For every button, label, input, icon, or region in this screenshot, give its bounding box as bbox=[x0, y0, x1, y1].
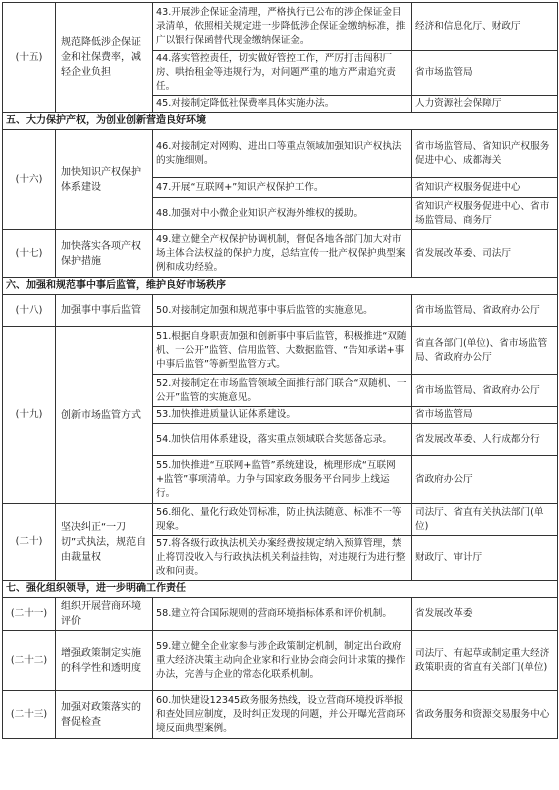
section-row bbox=[3, 278, 558, 295]
task-item: 59.建立健全企业家参与涉企政策制定机制，制定出台政府重大经济决策主动向企业家和行业协会商会问计求策的操作办法，完善与企业的常态化联系机制。 bbox=[153, 631, 412, 691]
responsible-dept: 省市场监管局、省政府办公厅 bbox=[412, 375, 558, 407]
task-item: 55.加快推进“互联网+监管”系统建设，梳理形成“互联网+监管”事项清单。力争与国家政务服务平台同步上线运行。 bbox=[153, 456, 412, 504]
table-row bbox=[3, 327, 558, 375]
responsible-dept: 省发展改革委、人行成都分行 bbox=[412, 424, 558, 456]
responsible-dept: 省政府办公厅 bbox=[412, 456, 558, 504]
section-row bbox=[3, 113, 558, 130]
group-number: (二十) bbox=[3, 504, 56, 581]
group-category: 加强事中事后监管 bbox=[56, 295, 153, 327]
group-number: (十五) bbox=[3, 3, 56, 113]
table-row bbox=[3, 631, 558, 691]
task-item: 46.对接制定对网购、进出口等重点领域加强知识产权执法的实施细则。 bbox=[153, 130, 412, 178]
group-category: 组织开展营商环境评价 bbox=[56, 598, 153, 631]
responsible-dept: 省政务服务和资源交易服务中心 bbox=[412, 691, 558, 739]
section-row bbox=[3, 581, 558, 598]
table-row bbox=[3, 504, 558, 536]
policy-table-body bbox=[3, 3, 558, 739]
task-item: 54.加快信用体系建设，落实重点领域联合奖惩备忘录。 bbox=[153, 424, 412, 456]
responsible-dept: 省知识产权服务促进中心、省市场监管局、商务厅 bbox=[412, 198, 558, 230]
task-item: 51.根据自身职责加强和创新事中事后监管，积极推进“双随机、一公开”监管、信用监管、大数据监管、“告知承诺+事中事后监管”等新型监管方式。 bbox=[153, 327, 412, 375]
responsible-dept: 省直各部门(单位)、省市场监管局、省政府办公厅 bbox=[412, 327, 558, 375]
policy-table bbox=[2, 2, 558, 739]
task-item: 60.加快建设12345政务服务热线，设立营商环境投诉举报和查处回应制度，及时纠正发现的问题，并公开曝光营商环境反面典型案例。 bbox=[153, 691, 412, 739]
section-heading: 六、加强和规范事中事后监管，维护良好市场秩序 bbox=[3, 278, 558, 295]
group-category: 增强政策制定实施的科学性和透明度 bbox=[56, 631, 153, 691]
task-item: 56.细化、量化行政处罚标准，防止执法随意、标准不一等现象。 bbox=[153, 504, 412, 536]
group-category: 加强对政策落实的督促检查 bbox=[56, 691, 153, 739]
responsible-dept: 省市场监管局 bbox=[412, 51, 558, 96]
task-item: 58.建立符合国际规则的营商环境指标体系和评价机制。 bbox=[153, 598, 412, 631]
task-item: 44.落实管控责任，切实做好管控工作，严厉打击闯积厂房、哄抬租金等违规行为，对问题严重的地方严肃追究责任。 bbox=[153, 51, 412, 96]
responsible-dept: 财政厅、审计厅 bbox=[412, 536, 558, 581]
table-row bbox=[3, 598, 558, 631]
group-category: 规范降低涉企保证金和社保费率，减轻企业负担 bbox=[56, 3, 153, 113]
section-heading: 五、大力保护产权，为创业创新营造良好环境 bbox=[3, 113, 558, 130]
group-category: 加快落实各项产权保护措施 bbox=[56, 230, 153, 278]
group-number: (十六) bbox=[3, 130, 56, 230]
table-row bbox=[3, 295, 558, 327]
group-number: (二十二) bbox=[3, 631, 56, 691]
task-item: 53.加快推进质量认证体系建设。 bbox=[153, 407, 412, 424]
task-item: 57.将各级行政执法机关办案经费按规定纳入预算管理，禁止将罚没收入与行政执法机关利益挂钩，对违规行为进行整改和问责。 bbox=[153, 536, 412, 581]
table-row bbox=[3, 3, 558, 51]
task-item: 50.对接制定加强和规范事中事后监管的实施意见。 bbox=[153, 295, 412, 327]
table-row bbox=[3, 130, 558, 178]
group-number: (十八) bbox=[3, 295, 56, 327]
task-item: 48.加强对中小微企业知识产权海外维权的援助。 bbox=[153, 198, 412, 230]
group-category: 加快知识产权保护体系建设 bbox=[56, 130, 153, 230]
responsible-dept: 司法厅、有起草或制定重大经济政策职责的省直有关部门(单位) bbox=[412, 631, 558, 691]
responsible-dept: 省发展改革委、司法厅 bbox=[412, 230, 558, 278]
responsible-dept: 司法厅、省直有关执法部门(单位) bbox=[412, 504, 558, 536]
responsible-dept: 省市场监管局、省政府办公厅 bbox=[412, 295, 558, 327]
responsible-dept: 经济和信息化厅、财政厅 bbox=[412, 3, 558, 51]
task-item: 47.开展“互联网+”知识产权保护工作。 bbox=[153, 178, 412, 198]
responsible-dept: 省市场监管局、省知识产权服务促进中心、成都海关 bbox=[412, 130, 558, 178]
group-category: 坚决纠正“一刀切”式执法，规范自由裁量权 bbox=[56, 504, 153, 581]
group-number: (十七) bbox=[3, 230, 56, 278]
responsible-dept: 人力资源社会保障厅 bbox=[412, 96, 558, 113]
group-number: (二十一) bbox=[3, 598, 56, 631]
task-item: 52.对接制定在市场监管领域全面推行部门联合“双随机、一公开”监管的实施意见。 bbox=[153, 375, 412, 407]
section-heading: 七、强化组织领导，进一步明确工作责任 bbox=[3, 581, 558, 598]
group-number: (二十三) bbox=[3, 691, 56, 739]
responsible-dept: 省发展改革委 bbox=[412, 598, 558, 631]
table-row bbox=[3, 230, 558, 278]
task-item: 43.开展涉企保证金清理，严格执行已公布的涉企保证金目录清单，依照相关规定进一步降低涉企保证金缴纳标准，推广以银行保函替代现金缴纳保证金。 bbox=[153, 3, 412, 51]
task-item: 45.对接制定降低社保费率具体实施办法。 bbox=[153, 96, 412, 113]
group-category: 创新市场监管方式 bbox=[56, 327, 153, 504]
task-item: 49.建立健全产权保护协调机制，督促各地各部门加大对市场主体合法权益的保护力度，总结宣传一批产权保护典型案例和成功经验。 bbox=[153, 230, 412, 278]
table-row bbox=[3, 691, 558, 739]
responsible-dept: 省知识产权服务促进中心 bbox=[412, 178, 558, 198]
group-number: (十九) bbox=[3, 327, 56, 504]
responsible-dept: 省市场监管局 bbox=[412, 407, 558, 424]
